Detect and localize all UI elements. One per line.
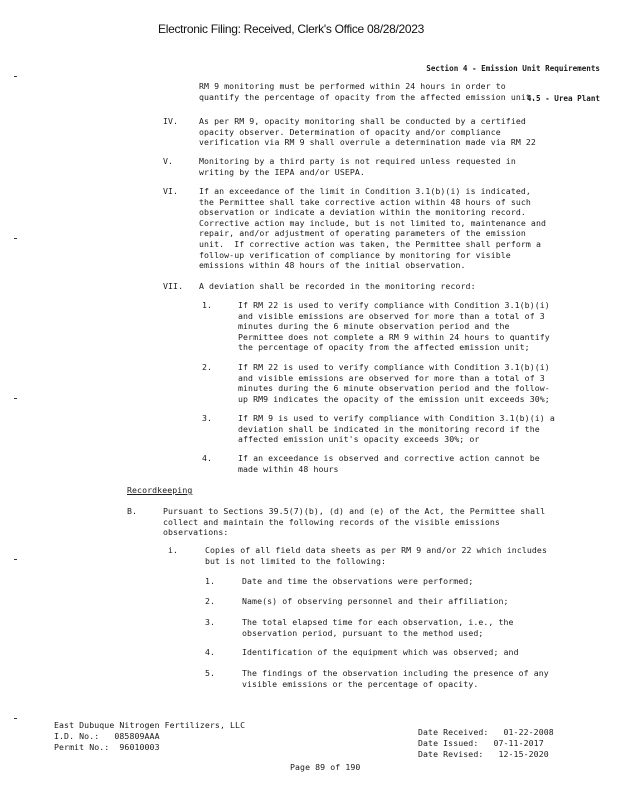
record-number-5: 5.: [205, 668, 216, 678]
item-number-b: B.: [127, 506, 138, 516]
record-number-4: 4.: [205, 647, 216, 657]
item-vi-text: If an exceedance of the limit in Condition 3.1(b)(i) is indicated, the Permittee shall take corrective action within 48 hours of such observation or indicate a deviation within the monitoring record. Corrective action may include, but is not limited to, maintenance and repair, and/or adjustment of operating parameters of the emission unit. If corrective action was taken, the Permittee shall perform a follow-up verification of compliance by monitoring for visible emissions within 48 hours of the initial observation.: [199, 186, 547, 271]
scan-mark: [14, 398, 17, 399]
electronic-filing-stamp: Electronic Filing: Received, Clerk's Office 08/28/2023: [158, 22, 425, 36]
record-text-4: Identification of the equipment which was observed; and: [242, 647, 519, 657]
deviation-text-3: If RM 9 is used to verify compliance with Condition 3.1(b)(i) a deviation shall be indicated in the monitoring record if the affected emission unit's opacity exceeds 30%; or: [238, 413, 555, 445]
scan-mark: [14, 718, 17, 719]
item-iv-text: As per RM 9, opacity monitoring shall be conducted by a certified opacity observer. Determination of opacity and/or compliance verification via RM 9 shall overrule a determination made via RM 22: [199, 116, 536, 148]
item-number-vi: VI.: [163, 186, 179, 196]
page-number: Page 89 of 190: [290, 762, 361, 772]
footer-id-number: I.D. No.: 085809AAA: [54, 731, 160, 741]
scan-mark: [14, 76, 17, 77]
record-text-1: Date and time the observations were performed;: [242, 576, 474, 586]
item-v-text: Monitoring by a third party is not required unless requested in writing by the IEPA and/or USEPA.: [199, 156, 516, 177]
item-number-v: V.: [163, 156, 174, 166]
item-number-i: i.: [168, 545, 179, 555]
footer-date-revised: Date Revised: 12-15-2020: [418, 749, 549, 759]
deviation-text-2: If RM 22 is used to verify compliance with Condition 3.1(b)(i) and visible emissions are observed for more than a total of 3 minutes during the 6 minute observation period and the follow- up RM9 indicates the opacity of the emission unit exceeds 30%;: [238, 362, 550, 404]
record-number-3: 3.: [205, 617, 216, 627]
item-number-vii: VII.: [163, 281, 184, 291]
section-title: Section 4 - Emission Unit Requirements: [426, 64, 600, 73]
deviation-number-3: 3.: [202, 413, 213, 423]
section-header: [426, 44, 600, 114]
continuation-paragraph: RM 9 monitoring must be performed within 24 hours in order to quantify the percentage of opacity from the affected emission unit.: [199, 81, 536, 102]
item-i-text: Copies of all field data sheets as per RM 9 and/or 22 which includes but is not limited to the following:: [205, 545, 547, 566]
deviation-text-4: If an exceedance is observed and corrective action cannot be made within 48 hours: [238, 453, 540, 474]
item-vii-text: A deviation shall be recorded in the monitoring record:: [199, 281, 476, 291]
subsection-title: 4.5 - Urea Plant: [526, 94, 600, 103]
footer-date-issued: Date Issued: 07-11-2017: [418, 738, 544, 748]
footer-date-received: Date Received: 01-22-2008: [418, 727, 554, 737]
deviation-number-4: 4.: [202, 453, 213, 463]
deviation-text-1: If RM 22 is used to verify compliance with Condition 3.1(b)(i) and visible emissions are observed for more than a total of 3 minutes during the 6 minute observation period and the Permittee does not complete a RM 9 within 24 hours to quantify the percentage of opacity from the affected emission unit;: [238, 300, 550, 353]
record-text-5: The findings of the observation including the presence of any visible emissions or the percentage of opacity.: [242, 668, 549, 689]
footer-permit-number: Permit No.: 96010003: [54, 742, 160, 752]
recordkeeping-heading: Recordkeeping: [127, 485, 193, 495]
record-number-1: 1.: [205, 576, 216, 586]
item-number-iv: IV.: [163, 116, 179, 126]
record-text-2: Name(s) of observing personnel and their affiliation;: [242, 596, 509, 606]
item-b-text: Pursuant to Sections 39.5(7)(b), (d) and (e) of the Act, the Permittee shall collect and maintain the following records of the visible emissions observations:: [163, 506, 546, 538]
scan-mark: [14, 559, 17, 560]
scan-mark: [14, 238, 17, 239]
record-number-2: 2.: [205, 596, 216, 606]
footer-company: East Dubuque Nitrogen Fertilizers, LLC: [54, 720, 246, 730]
record-text-3: The total elapsed time for each observation, i.e., the observation period, pursuant to the method used;: [242, 617, 514, 638]
deviation-number-1: 1.: [202, 300, 213, 310]
deviation-number-2: 2.: [202, 362, 213, 372]
